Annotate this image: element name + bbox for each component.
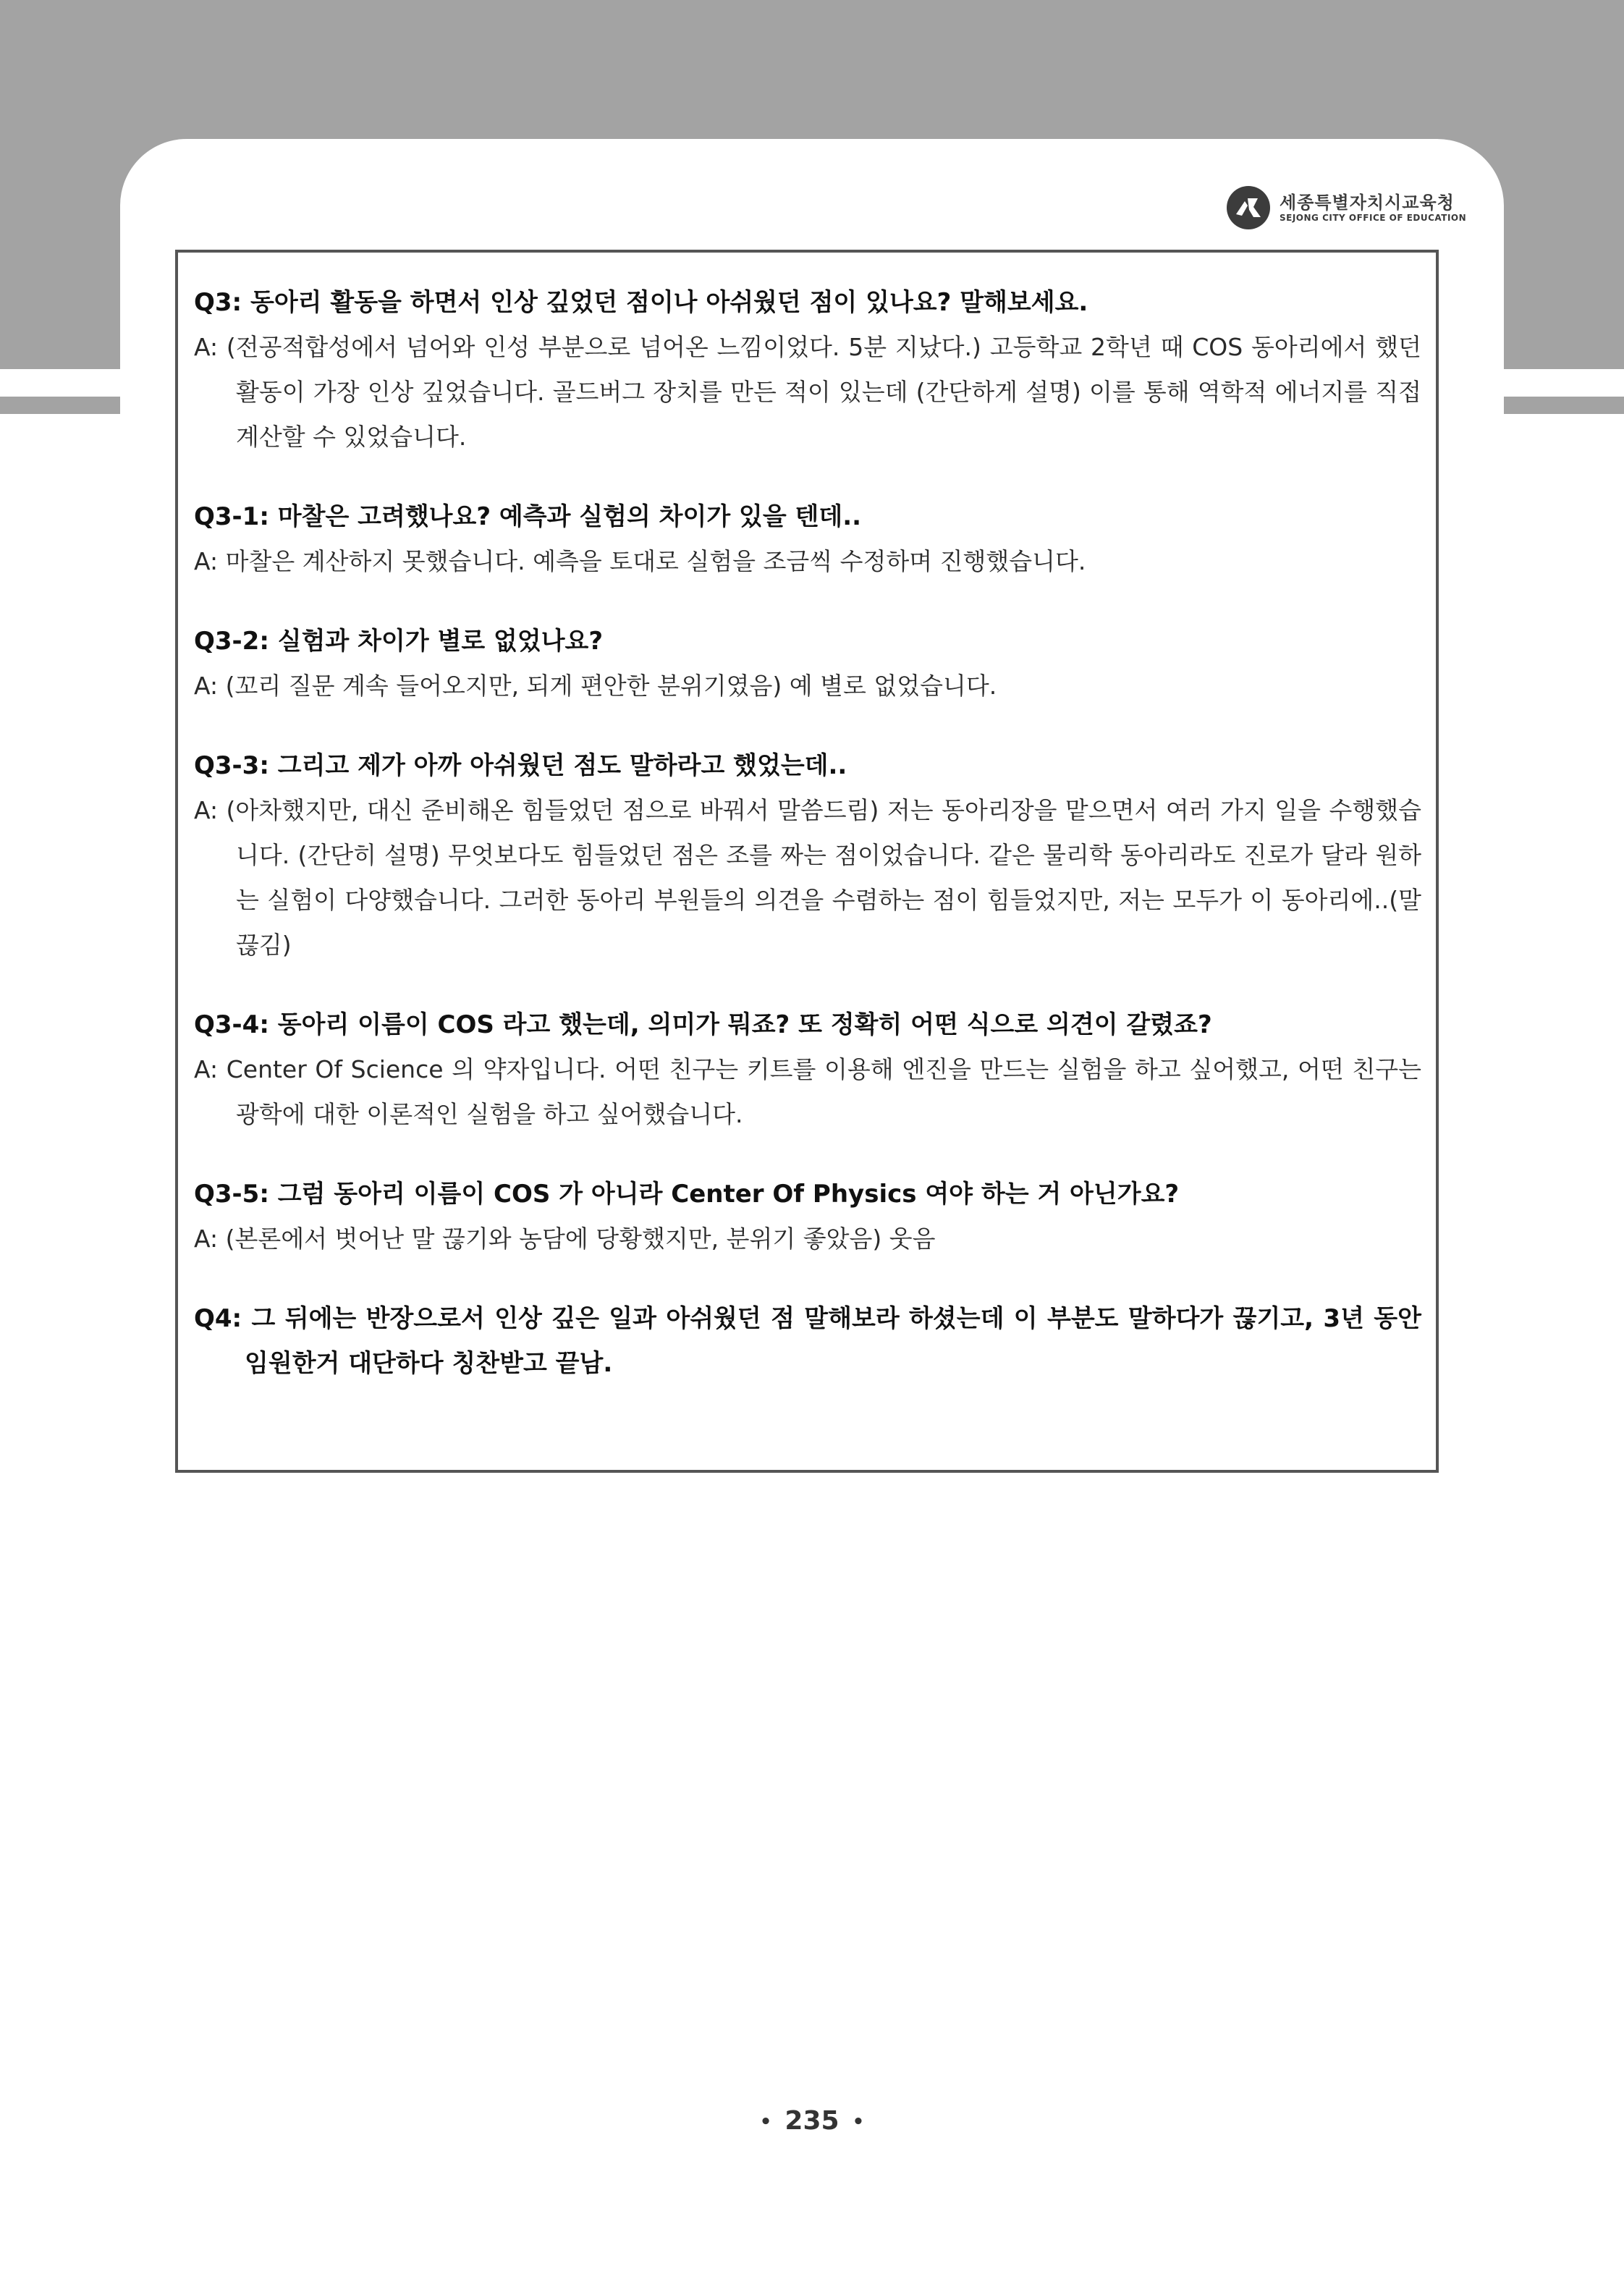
- answer-text: A: Center Of Science 의 약자입니다. 어떤 친구는 키트를 이용해 엔진을 만드는 실험을 하고 싶어했고, 어떤 친구는 광학에 대한 이론적인 실험을 하고 싶어했습니다.: [194, 1055, 1421, 1128]
- question-text: Q3: 동아리 활동을 하면서 인상 깊었던 점이나 아쉬웠던 점이 있나요? 말해보세요.: [194, 288, 1088, 317]
- org-logo: [1226, 185, 1467, 232]
- bullet-dot-icon: •: [852, 2111, 865, 2133]
- bullet-dot-icon: •: [759, 2111, 772, 2133]
- question-text: Q3-3: 그리고 제가 아까 아쉬웠던 점도 말하라고 했었는데..: [194, 751, 847, 780]
- qa-item: [194, 619, 1421, 709]
- answer-text: A: (아차했지만, 대신 준비해온 힘들었던 점으로 바꿔서 말씀드림) 저는 동아리장을 맡으면서 여러 가지 일을 수행했습니다. (간단히 설명) 무엇보다도 힘들었던 점은 조를 짜는 점이었습니다. 같은 물리학 동아리라도 진로가 달라 원하는 실험이 다양했습니다. 그러한 동아리 부원들의 의견을 수렴하는 점이 힘들었지만, 저는 모두가 이 동아리에..(말 끊김): [194, 796, 1421, 959]
- question-text: Q3-1: 마찰은 고려했나요? 예측과 실험의 차이가 있을 텐데..: [194, 502, 862, 531]
- page-number-value: 235: [784, 2106, 840, 2136]
- qa-item: [194, 1172, 1421, 1261]
- org-name-korean: 세종특별자치시교육청: [1280, 193, 1455, 213]
- qa-item: [194, 743, 1421, 968]
- question-text: Q3-2: 실험과 차이가 별로 없었나요?: [194, 627, 604, 656]
- qa-item: [194, 280, 1421, 460]
- side-tab-right: [1501, 397, 1624, 414]
- interview-qa-box: [175, 250, 1439, 1473]
- answer-text: A: (전공적합성에서 넘어와 인성 부분으로 넘어온 느낌이었다. 5분 지났다.) 고등학교 2학년 때 COS 동아리에서 했던 활동이 가장 인상 깊었습니다. 골드버그 장치를 만든 적이 있는데 (간단하게 설명) 이를 통해 역학적 에너지를 직접 계산할 수 있었습니다.: [194, 333, 1421, 451]
- question-text: Q3-5: 그럼 동아리 이름이 COS 가 아니라 Center Of Physics 여야 하는 거 아닌가요?: [194, 1180, 1180, 1209]
- answer-text: A: (꼬리 질문 계속 들어오지만, 되게 편안한 분위기였음) 예 별로 없었습니다.: [194, 672, 997, 700]
- question-text: Q3-4: 동아리 이름이 COS 라고 했는데, 의미가 뭐죠? 또 정확히 어떤 식으로 의견이 갈렸죠?: [194, 1010, 1212, 1039]
- page-number: [0, 2106, 1624, 2136]
- closing-note-text: Q4: 그 뒤에는 반장으로서 인상 깊은 일과 아쉬웠던 점 말해보라 하셨는데 이 부분도 말하다가 끊기고, 3년 동안 임원한거 대단하다 칭찬받고 끝남.: [194, 1304, 1421, 1378]
- answer-text: A: (본론에서 벗어난 말 끊기와 농담에 당황했지만, 분위기 좋았음) 웃음: [194, 1225, 936, 1253]
- answer-text: A: 마찰은 계산하지 못했습니다. 예측을 토대로 실험을 조금씩 수정하며 진행했습니다.: [194, 547, 1086, 575]
- org-name-english: SEJONG CITY OFFICE OF EDUCATION: [1280, 213, 1467, 223]
- sejong-emblem-icon: [1226, 185, 1271, 230]
- closing-note: [194, 1296, 1421, 1386]
- qa-item: [194, 494, 1421, 584]
- qa-item: [194, 1002, 1421, 1137]
